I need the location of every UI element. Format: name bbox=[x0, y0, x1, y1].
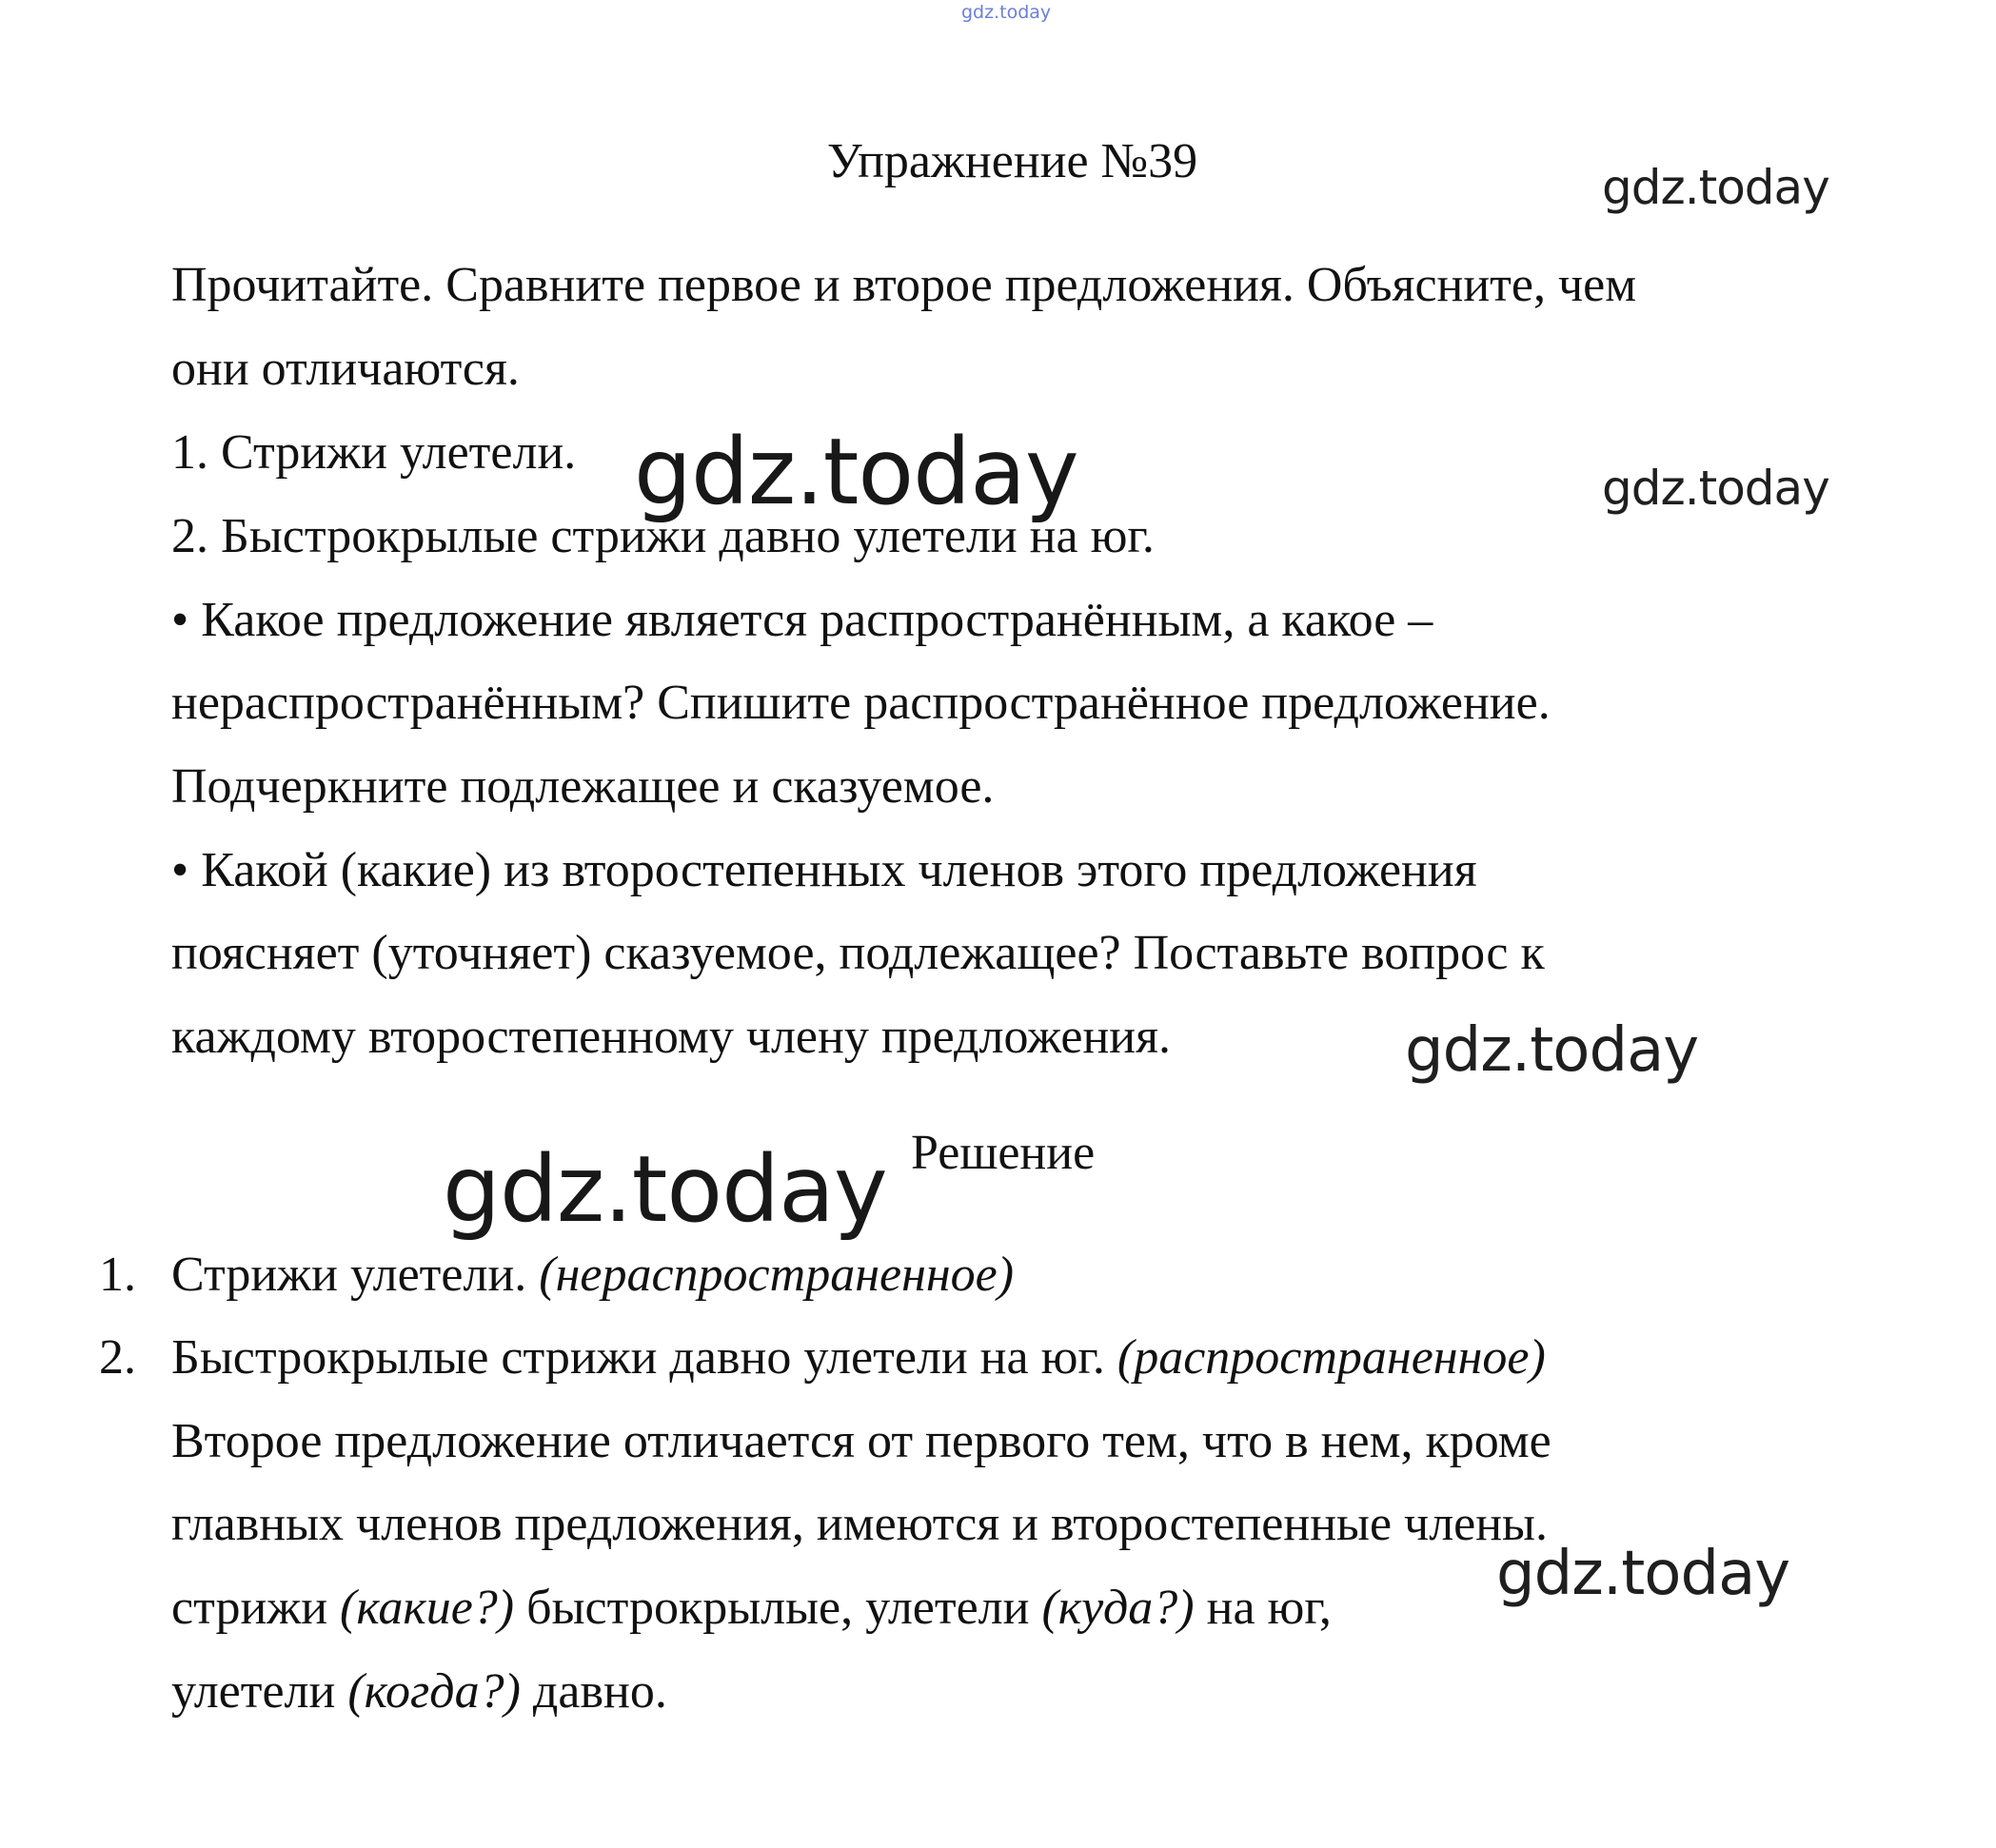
solution-item-1-text: Стрижи улетели. bbox=[171, 1248, 540, 1302]
task-line-1: Прочитайте. Сравните первое и второе предложения. Объясните, чем bbox=[171, 258, 1637, 312]
watermark-large-1: gdz.today bbox=[634, 419, 1078, 525]
top-watermark: gdz.today bbox=[961, 2, 1052, 23]
watermark-medium-2: gdz.today bbox=[1496, 1539, 1790, 1609]
solution-item-2-note: (распространенное) bbox=[1117, 1330, 1546, 1385]
task-line-5: • Какое предложение является распространённым, а какое – bbox=[171, 593, 1433, 647]
task-line-2: они отличаются. bbox=[171, 342, 520, 396]
task-line-3: 1. Стрижи улетели. bbox=[171, 425, 577, 480]
analysis-2b: давно. bbox=[520, 1664, 667, 1719]
analysis-1a: стрижи bbox=[171, 1581, 341, 1635]
solution-item-2-text: Быстрокрылые стрижи давно улетели на юг. bbox=[171, 1330, 1117, 1385]
task-line-7: Подчеркните подлежащее и сказуемое. bbox=[171, 759, 995, 814]
solution-title: Решение bbox=[911, 1126, 1096, 1180]
explanation-line-2: главных членов предложения, имеются и второстепенные члены. bbox=[171, 1497, 1548, 1551]
analysis-line-2 bbox=[171, 1663, 667, 1720]
explanation-line-1: Второе предложение отличается от первого тем, что в нем, кроме bbox=[171, 1414, 1551, 1468]
task-line-6: нераспространённым? Спишите распространённое предложение. bbox=[171, 676, 1551, 730]
analysis-line-1 bbox=[171, 1580, 1332, 1637]
analysis-2a: улетели bbox=[171, 1664, 348, 1719]
solution-item-1-note: (нераспространенное) bbox=[539, 1248, 1015, 1302]
analysis-1c: на юг, bbox=[1194, 1581, 1332, 1635]
solution-item-1-number: 1. bbox=[99, 1248, 136, 1302]
solution-item-1 bbox=[171, 1247, 1014, 1304]
watermark-side-2: gdz.today bbox=[1602, 461, 1829, 516]
task-line-4: 2. Быстрокрылые стрижи давно улетели на юг. bbox=[171, 509, 1155, 563]
task-line-8: • Какой (какие) из второстепенных членов этого предложения bbox=[171, 843, 1477, 897]
task-line-10: каждому второстепенному члену предложения. bbox=[171, 1010, 1172, 1064]
task-line-9: поясняет (уточняет) сказуемое, подлежащее? Поставьте вопрос к bbox=[171, 926, 1545, 980]
solution-item-2-number: 2. bbox=[99, 1330, 136, 1385]
exercise-title: Упражнение №39 bbox=[826, 134, 1198, 188]
solution-item-2 bbox=[171, 1329, 1546, 1386]
watermark-large-2: gdz.today bbox=[443, 1136, 887, 1243]
analysis-2-question: (когда?) bbox=[347, 1664, 521, 1719]
analysis-1b: быстрокрылые, улетели bbox=[514, 1581, 1042, 1635]
analysis-1-question-2: (куда?) bbox=[1041, 1581, 1195, 1635]
watermark-side-1: gdz.today bbox=[1602, 160, 1829, 215]
watermark-medium-1: gdz.today bbox=[1405, 1015, 1699, 1086]
analysis-1-question-1: (какие?) bbox=[340, 1581, 515, 1635]
